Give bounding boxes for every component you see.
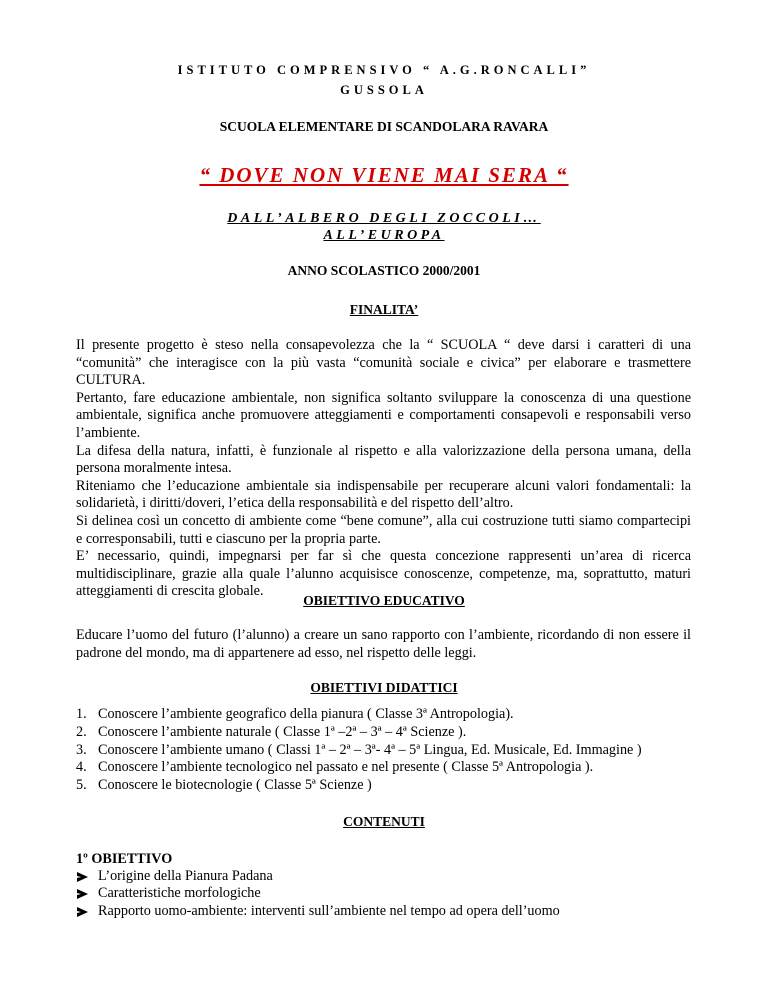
finalita-body bbox=[76, 337, 691, 601]
finalita-paragraph: La difesa della natura, infatti, è funzionale al rispetto e alla valorizzazione della persona umana, della persona moralmente intesa. bbox=[76, 442, 691, 477]
list-item bbox=[76, 868, 691, 885]
arrow-bullet-icon bbox=[77, 889, 88, 899]
list-item bbox=[76, 885, 691, 902]
list-item-number: 1. bbox=[76, 706, 87, 722]
arrow-bullet-icon bbox=[77, 872, 88, 882]
contenuti-list bbox=[76, 868, 691, 920]
obiettivo-educativo-heading: OBIETTIVO EDUCATIVO bbox=[303, 593, 465, 608]
finalita-heading: FINALITA’ bbox=[349, 302, 419, 317]
project-title: “ DOVE NON VIENE MAI SERA “ bbox=[199, 163, 569, 187]
contenuti-heading: CONTENUTI bbox=[343, 814, 425, 829]
arrow-bullet-icon bbox=[77, 907, 88, 917]
obiettivi-didattici-heading: OBIETTIVI DIDATTICI bbox=[310, 680, 458, 695]
school-name: SCUOLA ELEMENTARE DI SCANDOLARA RAVARA bbox=[219, 119, 549, 134]
project-title-wrap bbox=[0, 163, 768, 188]
list-item-text: Caratteristiche morfologiche bbox=[98, 885, 261, 902]
finalita-paragraph: Il presente progetto è steso nella consapevolezza che la “ SCUOLA “ deve darsi i caratteri di una “comunità” che interagisce con la più vasta “comunità sociale e civica” per elaborare e trasmettere CULTURA. bbox=[76, 337, 691, 389]
list-item-number: 4. bbox=[76, 759, 87, 776]
list-item-number: 2. bbox=[76, 723, 87, 740]
finalita-paragraph: Pertanto, fare educazione ambientale, non significa soltanto sviluppare la conoscenza di una questione ambientale, significa anche promuovere atteggiamenti e comportamenti consapevoli e responsabili verso l’ambiente. bbox=[76, 389, 691, 441]
list-item-text: Conoscere l’ambiente naturale ( Classe 1ª –2ª – 3ª – 4ª Scienze ). bbox=[98, 723, 467, 740]
obiettivo-educativo-text: Educare l’uomo del futuro (l’alunno) a creare un sano rapporto con l’ambiente, ricordando di non essere il padrone del mondo, ma di appartenere ad esso, nel rispetto delle leggi. bbox=[76, 627, 691, 661]
list-item bbox=[76, 706, 691, 724]
finalita-paragraph: E’ necessario, quindi, impegnarsi per far sì che questa concezione rappresenti un’area di ricerca multidisciplinare, grazie alla quale l’alunno acquisisce conoscenze, competenze, ma, soprattutto, maturi atteggiamenti di crescita globale. bbox=[76, 548, 691, 600]
list-item-number: 3. bbox=[76, 741, 87, 758]
list-item bbox=[76, 903, 691, 920]
obiettivi-didattici-list bbox=[76, 706, 691, 795]
list-item-text: Conoscere l’ambiente geografico della pianura ( Classe 3ª Antropologia). bbox=[98, 706, 514, 722]
list-item bbox=[76, 759, 691, 777]
list-item-text: L’origine della Pianura Padana bbox=[98, 868, 273, 884]
town-name: GUSSOLA bbox=[340, 83, 428, 97]
obiettivo-educativo-body bbox=[76, 627, 691, 662]
list-item bbox=[76, 742, 691, 760]
list-item-text: Rapporto uomo-ambiente: interventi sull’ambiente nel tempo ad opera dell’uomo bbox=[98, 902, 560, 919]
subtitle-line-1: DALL’ALBERO DEGLI ZOCCOLI… bbox=[227, 211, 541, 226]
school-year: ANNO SCOLASTICO 2000/2001 bbox=[287, 263, 481, 278]
list-item-number: 5. bbox=[76, 777, 87, 794]
finalita-paragraph: Si delinea così un concetto di ambiente come “bene comune”, alla cui costruzione tutti siamo compartecipi e corresponsabili, tutti e ciascuno per la propria parte. bbox=[76, 512, 691, 547]
finalita-paragraph: Riteniamo che l’educazione ambientale sia indispensabile per recuperare alcuni valori fondamentali: la solidarietà, i diritti/doveri, l’etica della responsabilità e del rispetto dell’altro. bbox=[76, 477, 691, 512]
subtitle-line-2: ALL’EUROPA bbox=[323, 228, 445, 243]
list-item bbox=[76, 724, 691, 742]
list-item-text: Conoscere l’ambiente tecnologico nel passato e nel presente ( Classe 5ª Antropologia ). bbox=[98, 759, 594, 776]
institute-name: ISTITUTO COMPRENSIVO “ A.G.RONCALLI” bbox=[177, 63, 591, 77]
list-item bbox=[76, 777, 691, 795]
first-objective-label: 1º OBIETTIVO bbox=[76, 851, 173, 867]
list-item-text: Conoscere l’ambiente umano ( Classi 1ª – 2ª – 3ª- 4ª – 5ª Lingua, Ed. Musicale, Ed. Immagine ) bbox=[98, 741, 642, 758]
list-item-text: Conoscere le biotecnologie ( Classe 5ª Scienze ) bbox=[98, 777, 372, 794]
